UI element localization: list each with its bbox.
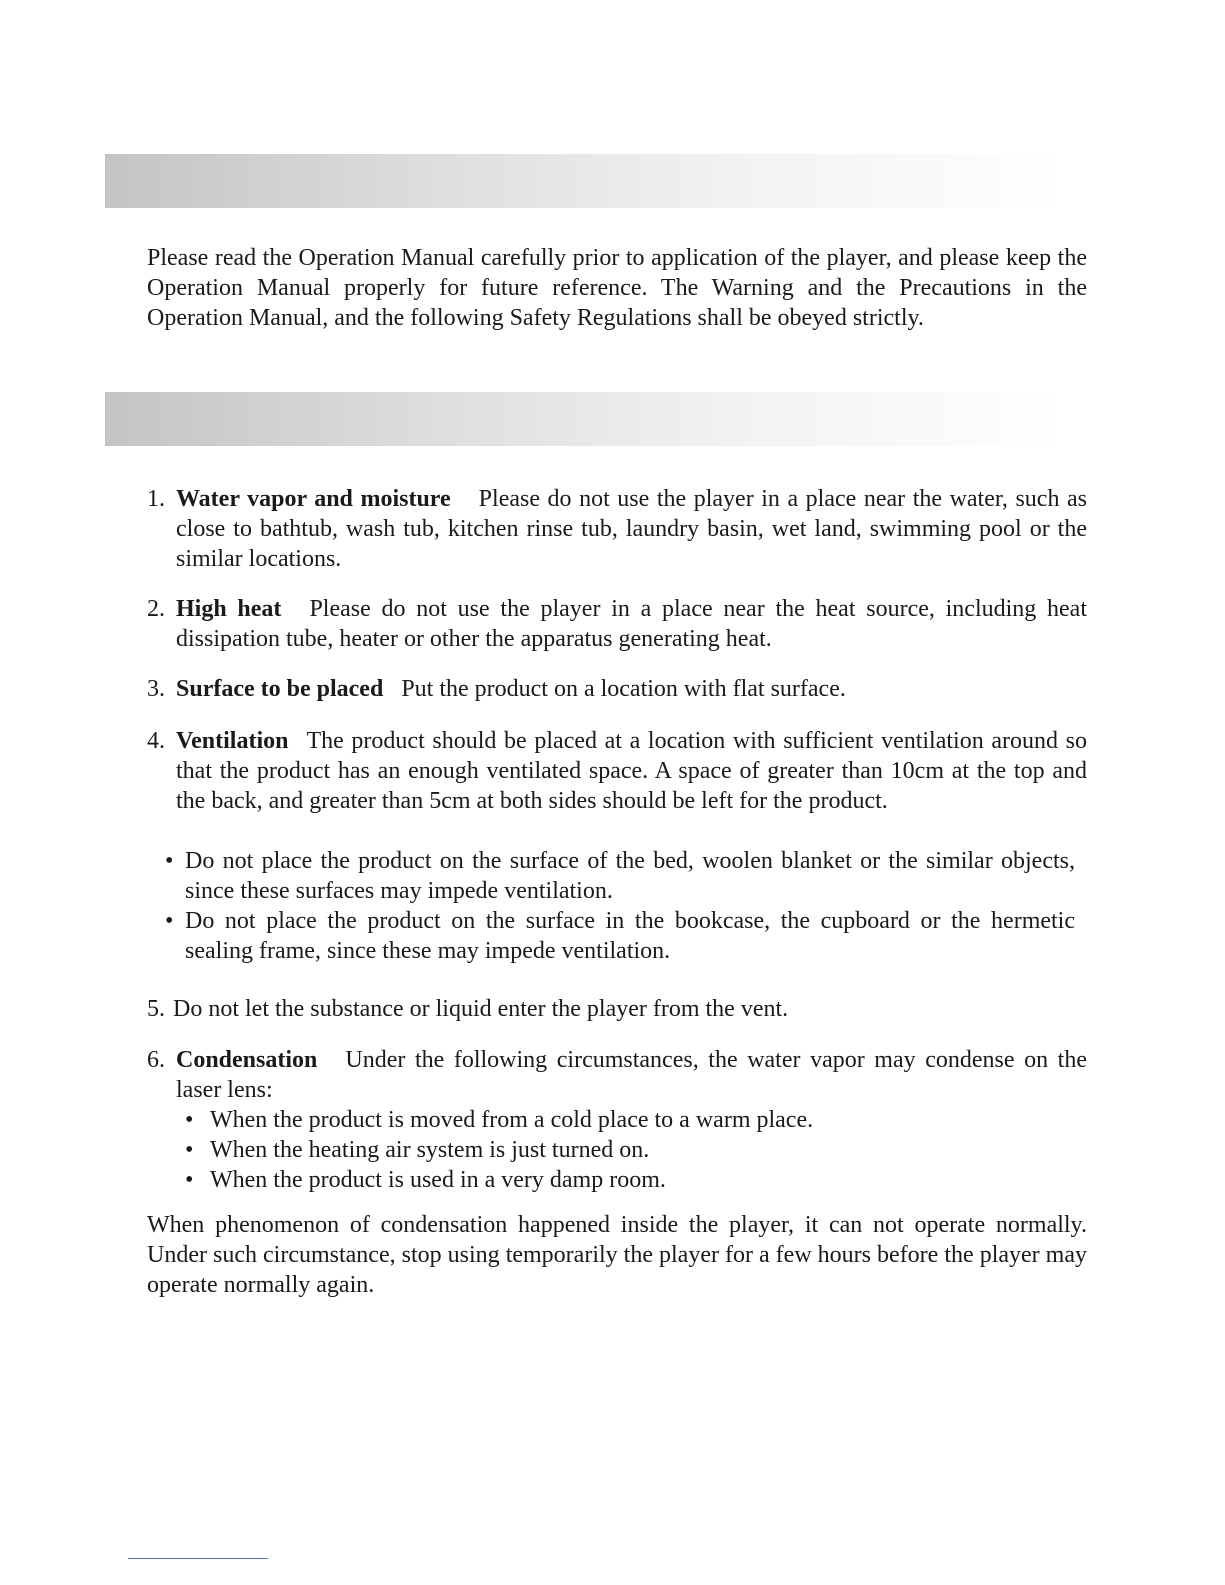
condensation-bullet-list — [185, 1105, 1065, 1195]
safety-item-water — [147, 484, 1087, 574]
bullet-icon: • — [185, 1107, 194, 1133]
list-item: • When the product is moved from a cold place to a warm place. — [185, 1107, 814, 1133]
section-header-band — [105, 154, 1065, 208]
item-title: Condensation — [176, 1047, 318, 1073]
item-title: High heat — [176, 596, 282, 622]
closing-paragraph: When phenomenon of condensation happened inside the player, it can not operate normally. Under such circumstance, stop using temporarily the player for a few hours before the player may operate normally again. — [147, 1212, 1087, 1298]
bullet-icon: • — [185, 1137, 194, 1163]
list-item: • Do not place the product on the surface in the bookcase, the cupboard or the hermetic sealing frame, since these may impede ventilation. — [165, 908, 1075, 964]
item-text: Put the product on a location with flat surface. — [401, 676, 846, 702]
item-title: Surface to be placed — [176, 676, 384, 702]
item-text: Do not let the substance or liquid enter the player from the vent. — [173, 996, 789, 1022]
item-text: The product should be placed at a location with sufficient ventilation around so that the product has an enough ventilated space. A space of greater than 10cm at the top and the back, and greater than 5cm at both sides should be left for the product. — [176, 728, 1087, 814]
item-title: Ventilation — [176, 728, 289, 754]
item-title: Water vapor and moisture — [176, 486, 451, 512]
section-header-band — [105, 392, 1065, 446]
safety-item-heat — [147, 594, 1087, 654]
safety-item-ventilation — [147, 726, 1087, 816]
item-text: Please do not use the player in a place near the heat source, including heat dissipation tube, heater or other the apparatus generating heat. — [176, 596, 1087, 652]
bullet-icon: • — [165, 848, 174, 874]
item-number: 3. — [147, 676, 165, 702]
safety-item-surface — [147, 674, 1087, 704]
item-number: 6. — [147, 1047, 165, 1073]
item-number: 2. — [147, 596, 165, 622]
bullet-icon: • — [165, 908, 174, 934]
list-item: • When the product is used in a very damp room. — [185, 1167, 666, 1193]
item-number: 5. — [147, 996, 165, 1022]
item-text: Under the following circumstances, the water vapor may condense on the laser lens: — [176, 1047, 1087, 1103]
intro-paragraph: Please read the Operation Manual carefully prior to application of the player, and please keep the Operation Manual properly for future reference. The Warning and the Precautions in the Operation Manual, and the following Safety Regulations shall be obeyed strictly. — [147, 245, 1087, 331]
list-item: • Do not place the product on the surface of the bed, woolen blanket or the similar objects, since these surfaces may impede ventilation. — [165, 848, 1075, 904]
ventilation-bullet-list — [165, 846, 1075, 966]
item-text: Please do not use the player in a place near the water, such as close to bathtub, wash tub, kitchen rinse tub, laundry basin, wet land, swimming pool or the similar locations. — [176, 486, 1087, 572]
bullet-icon: • — [185, 1167, 194, 1193]
safety-item-condensation — [147, 1045, 1087, 1105]
item-number: 1. — [147, 486, 165, 512]
list-item: • When the heating air system is just turned on. — [185, 1137, 650, 1163]
item-number: 4. — [147, 728, 165, 754]
safety-item-vent — [147, 994, 1087, 1024]
footer-rule — [128, 1558, 268, 1559]
